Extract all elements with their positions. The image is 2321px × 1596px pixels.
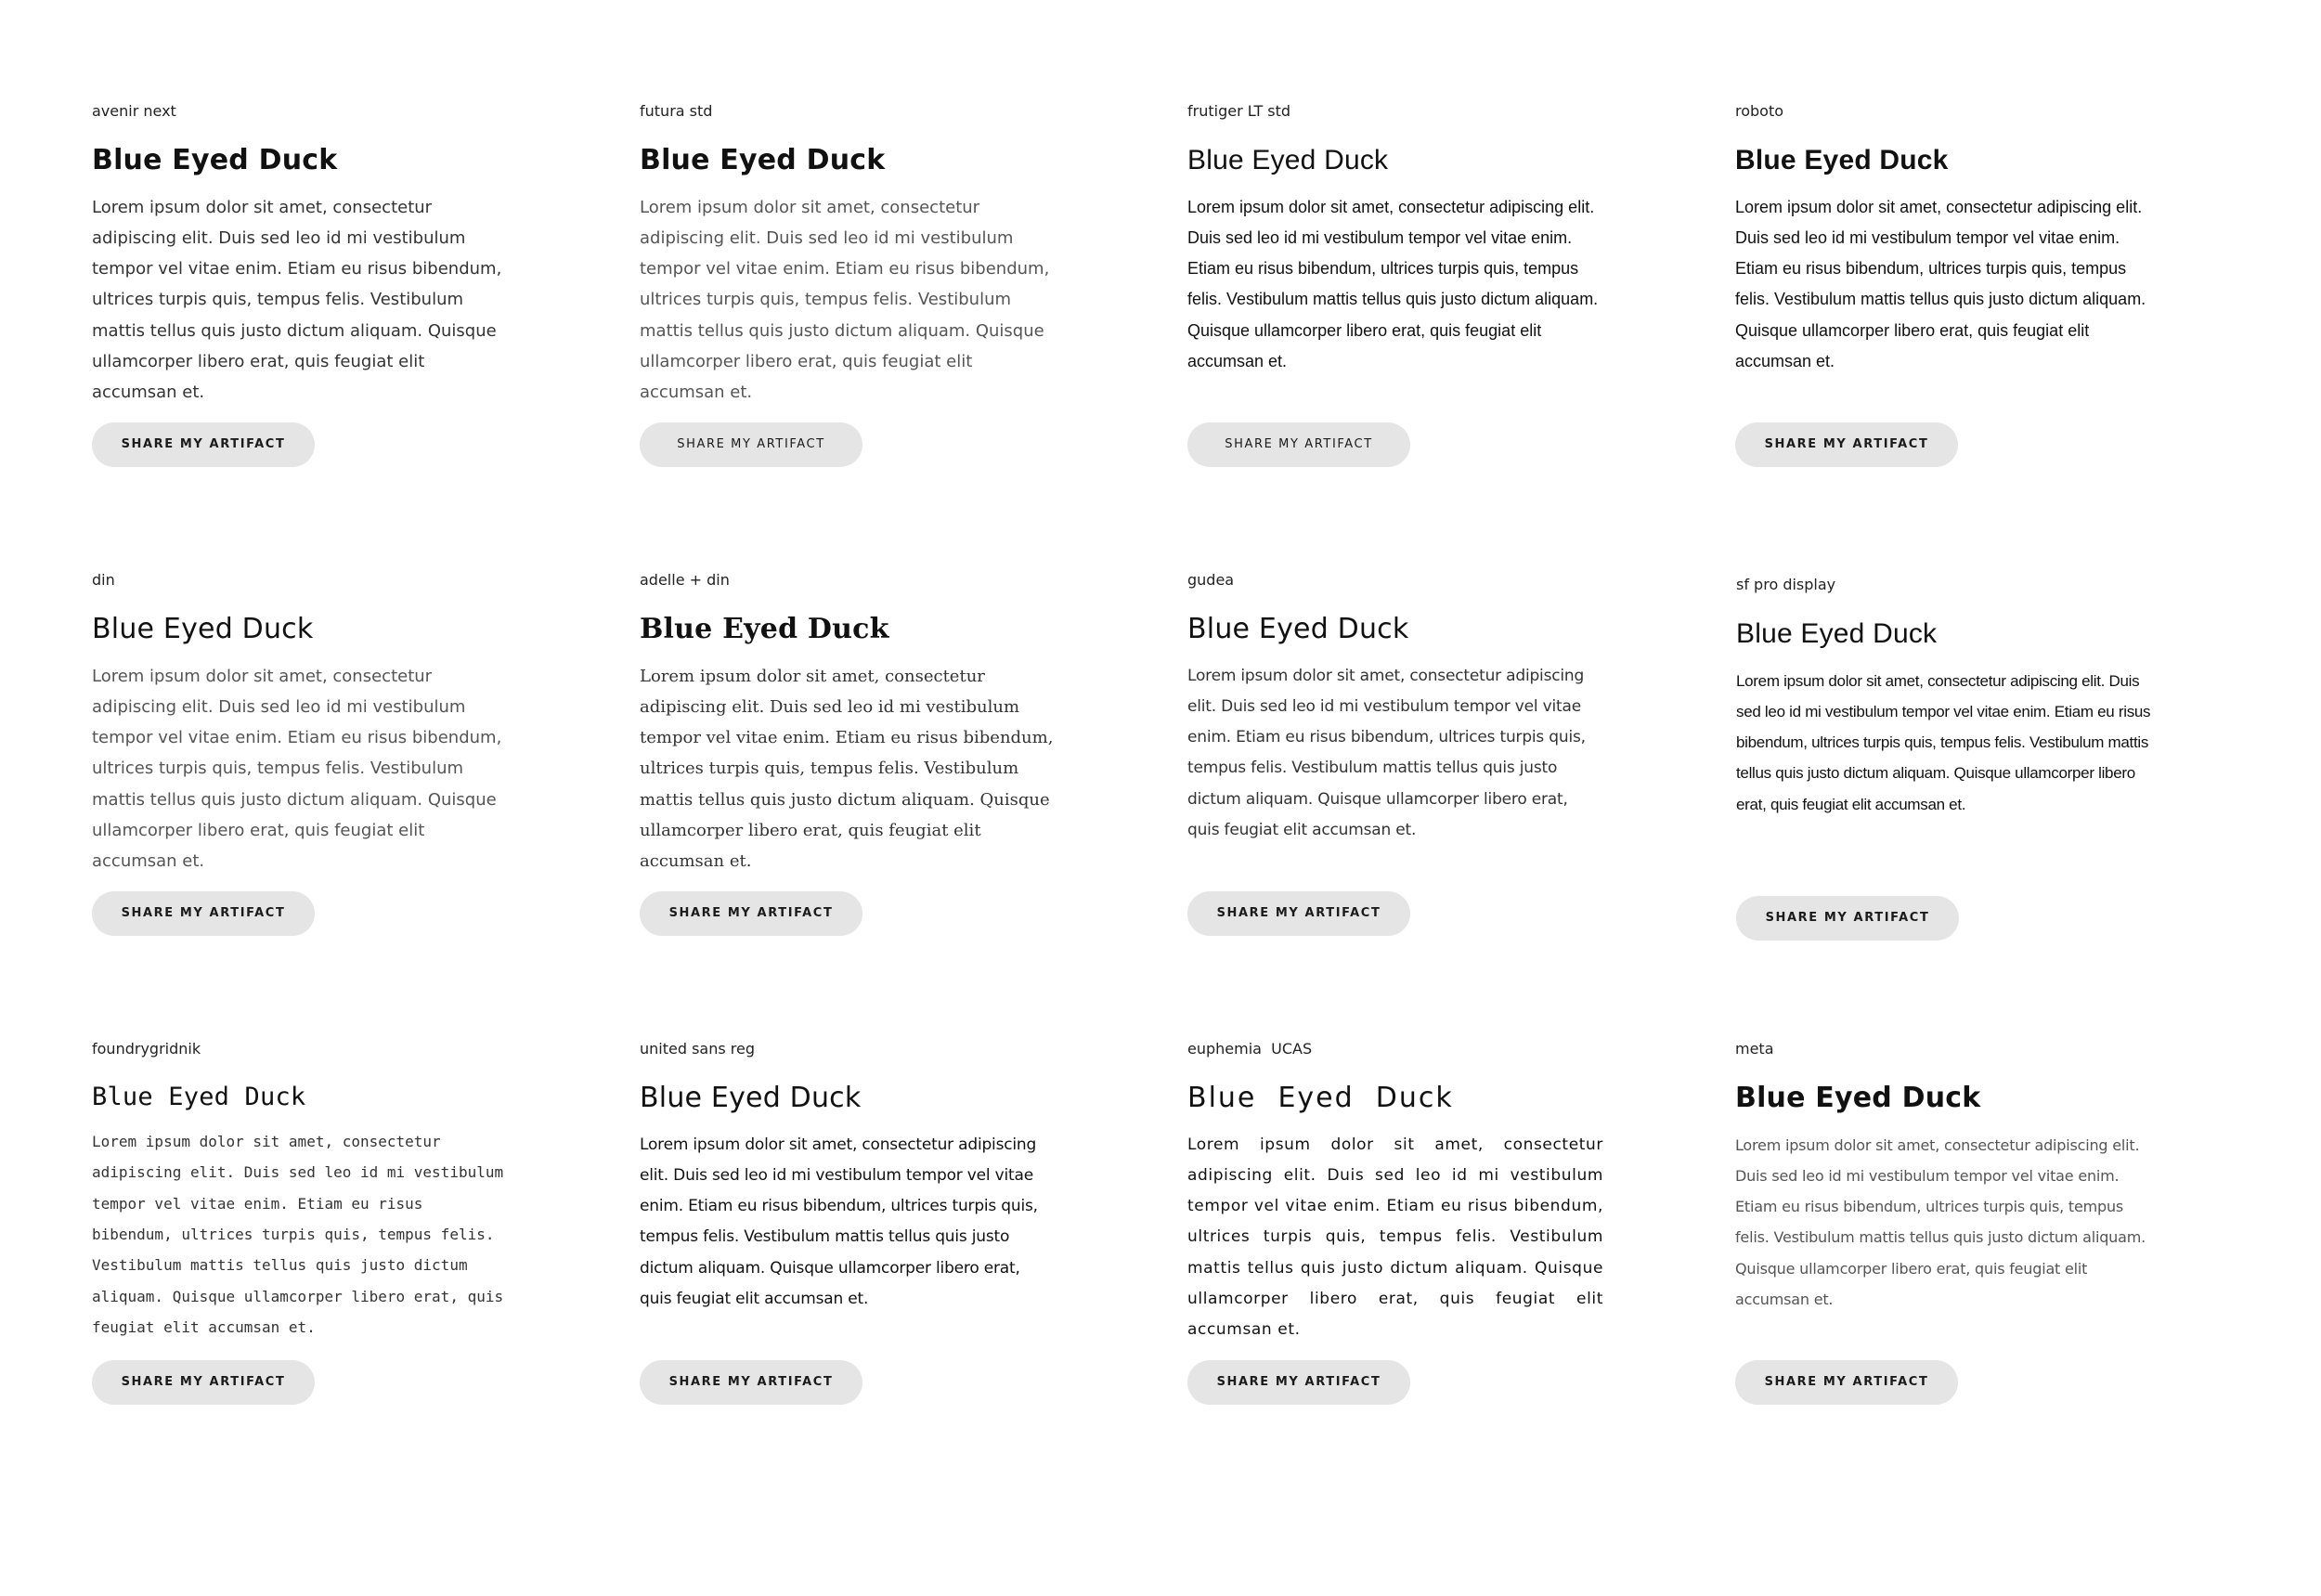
sample-title: Blue Eyed Duck bbox=[1187, 1082, 1454, 1114]
sample-title: Blue Eyed Duck bbox=[1187, 145, 1389, 175]
font-sample-card bbox=[640, 573, 1062, 935]
font-name-label: meta bbox=[1735, 1040, 1774, 1058]
share-artifact-button[interactable]: SHARE MY ARTIFACT bbox=[92, 891, 315, 936]
font-name-label: united sans reg bbox=[640, 1040, 756, 1058]
sample-title: Blue Eyed Duck bbox=[640, 613, 889, 645]
share-artifact-button[interactable]: SHARE MY ARTIFACT bbox=[640, 891, 862, 936]
share-artifact-button[interactable]: SHARE MY ARTIFACT bbox=[1736, 896, 1959, 941]
font-name-label: avenir next bbox=[92, 102, 176, 120]
font-name-label: euphemia UCAS bbox=[1187, 1040, 1313, 1058]
font-name-label: din bbox=[92, 571, 115, 589]
sample-body-text: Lorem ipsum dolor sit amet, consectetur adipiscing elit. Duis sed leo id mi vestibulum tempor vel vitae enim. Etiam eu risus bibendum, ultrices turpis quis, tempus felis. Vestibulum mattis tellus quis justo dictum aliquam. Quisque ullamcorper libero erat, quis feugiat elit accumsan et. bbox=[92, 1133, 504, 1336]
sample-title: Blue Eyed Duck bbox=[1735, 1082, 1981, 1114]
font-name-label: gudea bbox=[1187, 571, 1235, 589]
sample-body-text: Lorem ipsum dolor sit amet, consectetur adipiscing elit. Duis sed leo id mi vestibulum tempor vel vitae enim. Etiam eu risus bibendum, ultrices turpis quis, tempus felis. Vestibulum mattis tellus quis justo dictum aliquam. Quisque ullamcorper libero erat, quis feugiat elit accumsan et. bbox=[1735, 197, 2146, 370]
sample-body-text: Lorem ipsum dolor sit amet, consectetur adipiscing elit. Duis sed leo id mi vestibulum tempor vel vitae enim. Etiam eu risus bibendum, ultrices turpis quis, tempus felis. Vestibulum mattis tellus quis justo dictum aliquam. Quisque ullamcorper libero erat, quis feugiat elit accumsan et. bbox=[92, 666, 502, 872]
sample-title: Blue Eyed Duck bbox=[1736, 618, 1938, 649]
font-sample-card bbox=[1187, 573, 1610, 935]
font-sample-card bbox=[1187, 1042, 1610, 1404]
font-sample-card bbox=[1735, 1042, 2158, 1404]
share-artifact-button[interactable]: SHARE MY ARTIFACT bbox=[92, 422, 315, 467]
share-artifact-button[interactable]: SHARE MY ARTIFACT bbox=[92, 1360, 315, 1405]
sample-title: Blue Eyed Duck bbox=[92, 1083, 306, 1111]
sample-body-text: Lorem ipsum dolor sit amet, consectetur adipiscing elit. Duis sed leo id mi vestibulum tempor vel vitae enim. Etiam eu risus bibendum, ultrices turpis quis, tempus felis. Vestibulum mattis tellus quis justo dictum aliquam. Quisque ullamcorper libero erat, quis feugiat elit accumsan et. bbox=[640, 197, 1050, 403]
font-name-label: adelle + din bbox=[640, 571, 730, 589]
font-name-label: futura std bbox=[640, 102, 713, 120]
font-sample-card bbox=[92, 104, 514, 466]
font-sample-card bbox=[640, 104, 1062, 466]
font-sample-card bbox=[1736, 577, 2159, 940]
font-name-label: foundrygridnik bbox=[92, 1040, 201, 1058]
share-artifact-button[interactable]: SHARE MY ARTIFACT bbox=[640, 422, 862, 467]
sample-title: Blue Eyed Duck bbox=[1187, 613, 1409, 645]
font-name-label: roboto bbox=[1735, 102, 1784, 120]
font-sample-card bbox=[1735, 104, 2158, 466]
sample-title: Blue Eyed Duck bbox=[640, 1082, 862, 1114]
font-sample-card bbox=[92, 1042, 514, 1404]
sample-body-text: Lorem ipsum dolor sit amet, consectetur adipiscing elit. Duis sed leo id mi vestibulum tempor vel vitae enim. Etiam eu risus bibendum, ultrices turpis quis, tempus felis. Vestibulum mattis tellus quis justo dictum aliquam. Quisque ullamcorper libero erat, quis feugiat elit accumsan et. bbox=[1187, 666, 1586, 839]
font-sample-card bbox=[1187, 104, 1610, 466]
font-sample-card bbox=[640, 1042, 1062, 1404]
font-name-label: sf pro display bbox=[1736, 576, 1836, 593]
sample-body-text: Lorem ipsum dolor sit amet, consectetur adipiscing elit. Duis sed leo id mi vestibulum tempor vel vitae enim. Etiam eu risus bibendum, ultrices turpis quis, tempus felis. Vestibulum mattis tellus quis justo dictum aliquam. Quisque ullamcorper libero erat, quis feugiat elit accumsan et. bbox=[92, 197, 502, 403]
share-artifact-button[interactable]: SHARE MY ARTIFACT bbox=[1187, 891, 1410, 936]
share-artifact-button[interactable]: SHARE MY ARTIFACT bbox=[1735, 1360, 1958, 1405]
sample-title: Blue Eyed Duck bbox=[92, 613, 314, 645]
sample-title: Blue Eyed Duck bbox=[1735, 145, 1949, 175]
sample-body-text: Lorem ipsum dolor sit amet, consectetur adipiscing elit. Duis sed leo id mi vestibulum tempor vel vitae enim. Etiam eu risus bibendum, ultrices turpis quis, tempus felis. Vestibulum mattis tellus quis justo dictum aliquam. Quisque ullamcorper libero erat, quis feugiat elit accumsan et. bbox=[1735, 1135, 2146, 1308]
font-name-label: frutiger LT std bbox=[1187, 102, 1291, 120]
share-artifact-button[interactable]: SHARE MY ARTIFACT bbox=[1735, 422, 1958, 467]
share-artifact-button[interactable]: SHARE MY ARTIFACT bbox=[1187, 422, 1410, 467]
sample-body-text: Lorem ipsum dolor sit amet, consectetur adipiscing elit. Duis sed leo id mi vestibulum tempor vel vitae enim. Etiam eu risus bibendum, ultrices turpis quis, tempus felis. Vestibulum mattis tellus quis justo dictum aliquam. Quisque ullamcorper libero erat, quis feugiat elit accumsan et. bbox=[1187, 197, 1599, 370]
share-artifact-button[interactable]: SHARE MY ARTIFACT bbox=[1187, 1360, 1410, 1405]
sample-body-text: Lorem ipsum dolor sit amet, consectetur adipiscing elit. Duis sed leo id mi vestibulum tempor vel vitae enim. Etiam eu risus bibendum, ultrices turpis quis, tempus felis. Vestibulum mattis tellus quis justo dictum aliquam. Quisque ullamcorper libero erat, quis feugiat elit accumsan et. bbox=[1736, 671, 2151, 813]
share-artifact-button[interactable]: SHARE MY ARTIFACT bbox=[640, 1360, 862, 1405]
font-sample-card bbox=[92, 573, 514, 935]
sample-title: Blue Eyed Duck bbox=[640, 144, 886, 176]
sample-body-text: Lorem ipsum dolor sit amet, consectetur adipiscing elit. Duis sed leo id mi vestibulum tempor vel vitae enim. Etiam eu risus bibendum, ultrices turpis quis, tempus felis. Vestibulum mattis tellus quis justo dictum aliquam. Quisque ullamcorper libero erat, quis feugiat elit accumsan et. bbox=[640, 666, 1054, 872]
sample-body-text: Lorem ipsum dolor sit amet, consectetur adipiscing elit. Duis sed leo id mi vestibulum tempor vel vitae enim. Etiam eu risus bibendum, ultrices turpis quis, tempus felis. Vestibulum mattis tellus quis justo dictum aliquam. Quisque ullamcorper libero erat, quis feugiat elit accumsan et. bbox=[640, 1135, 1038, 1308]
sample-body-text: Lorem ipsum dolor sit amet, consectetur adipiscing elit. Duis sed leo id mi vestibulum tempor vel vitae enim. Etiam eu risus bibendum, ultrices turpis quis, tempus felis. Vestibulum mattis tellus quis justo dictum aliquam. Quisque ullamcorper libero erat, quis feugiat elit accumsan et. bbox=[1187, 1135, 1603, 1340]
sample-title: Blue Eyed Duck bbox=[92, 144, 338, 176]
